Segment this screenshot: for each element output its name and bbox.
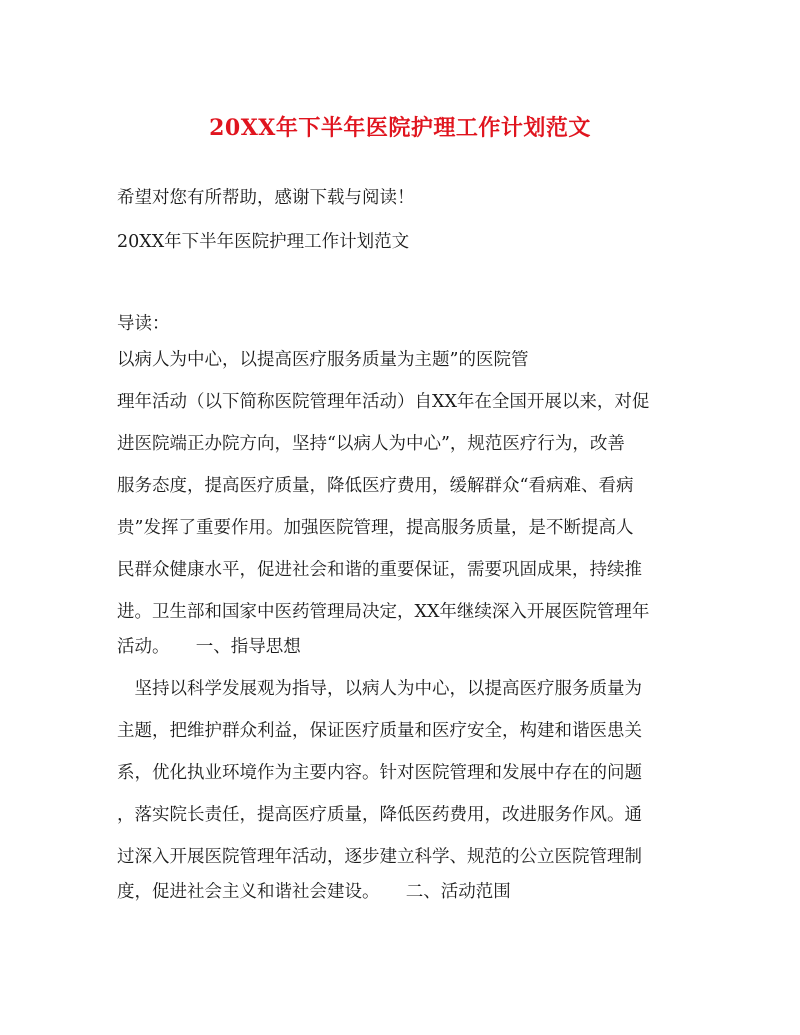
subtitle-line: 20XX年下半年医院护理工作计划范文 <box>117 232 410 252</box>
intro-label: 导读： <box>117 314 170 334</box>
body-line: 服务态度，提高医疗质量，降低医疗费用，缓解群众“看病难、看病 <box>117 476 634 496</box>
body-line: 过深入开展医院管理年活动，逐步建立科学、规范的公立医院管理制 <box>117 847 642 867</box>
body-line: 系，优化执业环境作为主要内容。针对医院管理和发展中存在的问题 <box>117 763 642 783</box>
body-line: 主题，把维护群众利益，保证医疗质量和医疗安全，构建和谐医患关 <box>117 721 642 741</box>
body-line: 贵”发挥了重要作用。加强医院管理，提高服务质量，是不断提高人 <box>117 518 634 538</box>
body-line: 进医院端正办院方向，坚持“以病人为中心”，规范医疗行为，改善 <box>117 434 625 454</box>
body-line: 民群众健康水平，促进社会和谐的重要保证，需要巩固成果，持续推 <box>117 560 642 580</box>
body-line: 进。卫生部和国家中医药管理局决定，XX年继续深入开展医院管理年 <box>117 602 650 622</box>
intro-thanks-line: 希望对您有所帮助，感谢下载与阅读！ <box>117 188 415 208</box>
body-line: ，落实院长责任，提高医疗质量，降低医药费用，改进服务作风。通 <box>117 805 642 825</box>
body-line: 坚持以科学发展观为指导，以病人为中心，以提高医疗服务质量为 <box>117 679 642 699</box>
body-line: 理年活动（以下简称医院管理年活动）自XX年在全国开展以来，对促 <box>117 392 650 412</box>
section-heading-line: 度，促进社会主义和谐社会建设。 二、活动范围 <box>117 882 511 902</box>
section-heading-line: 活动。 一、指导思想 <box>117 637 301 657</box>
document-title: 20XX年下半年医院护理工作计划范文 <box>209 115 591 141</box>
body-line: 以病人为中心，以提高医疗服务质量为主题”的医院管 <box>117 350 529 370</box>
